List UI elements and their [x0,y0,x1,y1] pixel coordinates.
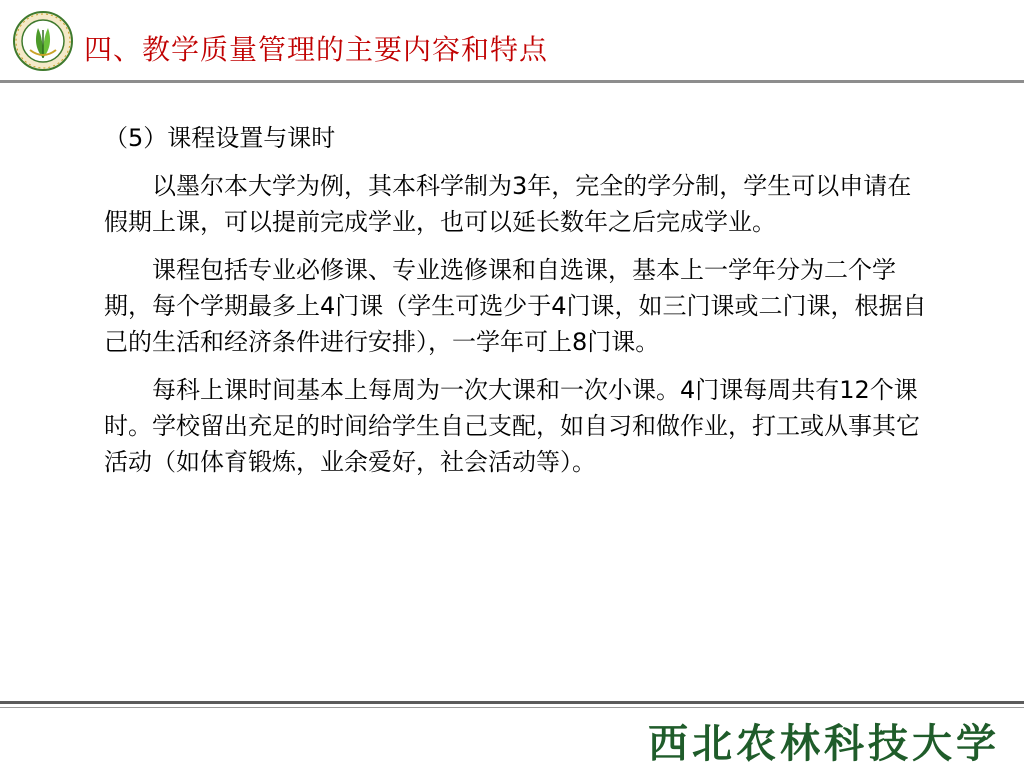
header-divider [0,80,1024,83]
footer-divider-thin [0,707,1024,708]
body-paragraph: 每科上课时间基本上每周为一次大课和一次小课。4门课每周共有12个课时。学校留出充足的时间给学生自己支配，如自习和做作业，打工或从事其它活动（如体育锻炼，业余爱好，社会活动等）。 [104,376,920,476]
slide-body [104,120,934,492]
body-paragraph: 课程包括专业必修课、专业选修课和自选课，基本上一学年分为二个学期，每个学期最多上4门课（学生可选少于4门课，如三门课或二门课，根据自己的生活和经济条件进行安排），一学年可上8门课。 [104,256,927,356]
body-paragraph: 以墨尔本大学为例，其本科学制为3年，完全的学分制，学生可以申请在假期上课，可以提前完成学业，也可以延长数年之后完成学业。 [104,172,912,236]
university-name-logo: 西北农林科技大学 [648,720,1000,767]
footer-divider [0,701,1024,704]
slide-header [0,0,1024,80]
slide-title: 四、教学质量管理的主要内容和特点 [84,33,549,66]
university-seal-icon [12,10,74,72]
section-heading: （5）课程设置与课时 [104,124,336,152]
